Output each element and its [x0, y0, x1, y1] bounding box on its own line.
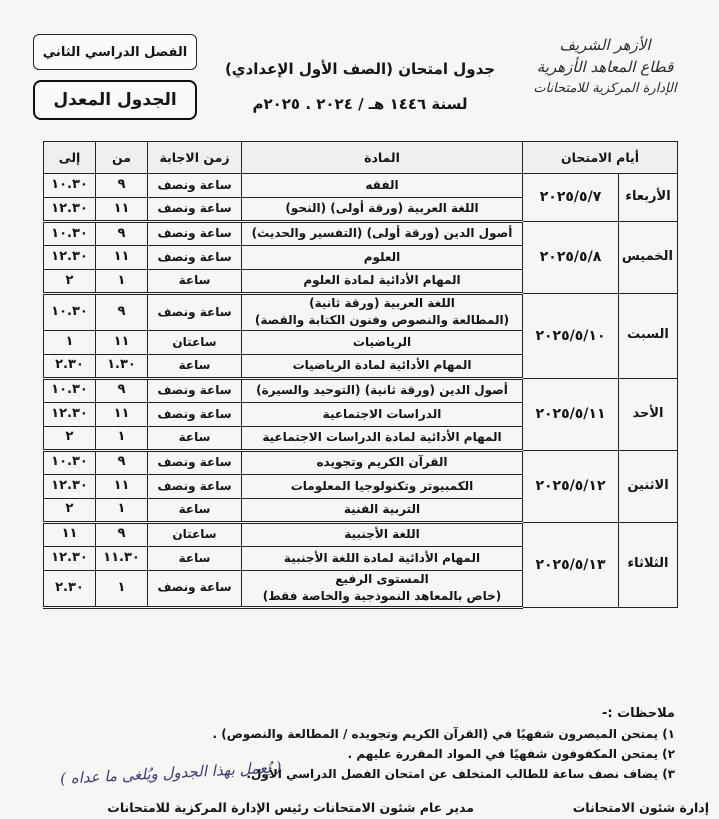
to-cell: ٢ [44, 426, 96, 450]
subject-line-1: اللغة العربية (ورقة ثانية) [309, 296, 455, 310]
from-cell: ١ [96, 498, 148, 522]
to-cell: ١١ [44, 522, 96, 546]
from-cell: ١١.٣٠ [96, 546, 148, 570]
revised-schedule-label: الجدول المعدل [33, 80, 197, 120]
logo-line-1: الأزهر الشريف [559, 36, 651, 54]
to-cell: ٢.٣٠ [44, 570, 96, 607]
table-row [44, 378, 678, 402]
note-item: ٣) يضاف نصف ساعة للطالب المتخلف عن امتحان الفصل الدراسي الأول. [246, 767, 675, 781]
duration-cell: ساعتان [148, 330, 242, 354]
subject-cell: القرآن الكريم وتجويده [242, 450, 523, 474]
duration-cell: ساعة ونصف [148, 402, 242, 426]
subject-cell: المهام الأدائية لمادة الدراسات الاجتماعية [242, 426, 523, 450]
subject-line-2: (خاص بالمعاهد النموذجية والخاصة فقط) [262, 589, 502, 604]
to-cell: ١٠.٣٠ [44, 174, 96, 198]
duration-cell: ساعة ونصف [148, 570, 242, 607]
duration-cell: ساعة ونصف [148, 246, 242, 270]
header-days: أيام الامتحان [523, 142, 678, 174]
day-cell: الخميس [619, 222, 678, 294]
from-cell: ٩ [96, 450, 148, 474]
to-cell: ١ [44, 330, 96, 354]
day-cell: الثلاثاء [619, 522, 678, 607]
from-cell: ١ [96, 570, 148, 607]
duration-cell: ساعة [148, 426, 242, 450]
duration-cell: ساعة [148, 270, 242, 294]
table-row [44, 522, 678, 546]
duration-cell: ساعة ونصف [148, 198, 242, 222]
subject-line-2: (المطالعة والنصوص وفنون الكتابة والقصة) [254, 313, 510, 328]
from-cell: ٩ [96, 522, 148, 546]
subject-cell: المهام الأدائية لمادة العلوم [242, 270, 523, 294]
date-cell: ٢٠٢٥/٥/١٣ [523, 522, 619, 607]
to-cell: ٢ [44, 270, 96, 294]
subject-cell: أصول الدين (ورقة أولى) (التفسير والحديث) [242, 222, 523, 246]
to-cell: ١٠.٣٠ [44, 294, 96, 331]
to-cell: ١٠.٣٠ [44, 222, 96, 246]
from-cell: ١١ [96, 402, 148, 426]
signature-exam-affairs-dept: إدارة شئون الامتحانات [572, 800, 709, 815]
notes-title: ملاحظات :- [601, 706, 675, 721]
duration-cell: ساعة ونصف [148, 378, 242, 402]
logo-line-2: قطاع المعاهد الأزهرية [536, 58, 674, 76]
day-cell: الأربعاء [619, 174, 678, 222]
table-row [44, 450, 678, 474]
subject-line-1: المستوى الرفيع [335, 571, 429, 586]
to-cell: ٢ [44, 498, 96, 522]
duration-cell: ساعة ونصف [148, 474, 242, 498]
table-row [44, 294, 678, 331]
duration-cell: ساعة ونصف [148, 174, 242, 198]
from-cell: ١ [96, 270, 148, 294]
duration-cell: ساعة ونصف [148, 294, 242, 331]
subject-cell: الدراسات الاجتماعية [242, 402, 523, 426]
page-title: جدول امتحان (الصف الأول الإعدادي) [224, 60, 496, 78]
to-cell: ٢.٣٠ [44, 354, 96, 378]
semester-label: الفصل الدراسي الثاني [33, 34, 197, 70]
header-from: من [96, 142, 148, 174]
subject-cell: العلوم [242, 246, 523, 270]
duration-cell: ساعة ونصف [148, 450, 242, 474]
subject-cell: المهام الأدائية لمادة الرياضيات [242, 354, 523, 378]
duration-cell: ساعة ونصف [148, 222, 242, 246]
day-cell: السبت [619, 294, 678, 379]
to-cell: ١٢.٣٠ [44, 198, 96, 222]
to-cell: ١٢.٣٠ [44, 546, 96, 570]
from-cell: ١ [96, 426, 148, 450]
header-to: إلى [44, 142, 96, 174]
subject-cell: التربية الفنية [242, 498, 523, 522]
note-item: ١) يمتحن المبصرون شفهيًا في (القرآن الكريم وتجويده / المطالعة والنصوص) . [212, 727, 675, 741]
subject-cell: أصول الدين (ورقة ثانية) (التوحيد والسيرة) [242, 378, 523, 402]
date-cell: ٢٠٢٥/٥/١٠ [523, 294, 619, 379]
from-cell: ٩ [96, 174, 148, 198]
handwritten-note: ( يُعمل بهذا الجدول ويُلغى ما عداه ) [59, 758, 282, 788]
to-cell: ١٠.٣٠ [44, 378, 96, 402]
from-cell: ٩ [96, 378, 148, 402]
subject-cell: اللغة الأجنبية [242, 522, 523, 546]
duration-cell: ساعة [148, 498, 242, 522]
header-duration: زمن الاجابة [148, 142, 242, 174]
exam-table [43, 141, 678, 609]
from-cell: ٩ [96, 294, 148, 331]
duration-cell: ساعة [148, 546, 242, 570]
subject-cell: الرياضيات [242, 330, 523, 354]
page-subtitle: لسنة ١٤٤٦ هـ / ٢٠٢٤ . ٢٠٢٥م [252, 95, 468, 113]
subject-cell [242, 570, 523, 607]
header-subject: المادة [242, 142, 523, 174]
table-row [44, 222, 678, 246]
to-cell: ١٠.٣٠ [44, 450, 96, 474]
date-cell: ٢٠٢٥/٥/٨ [523, 222, 619, 294]
from-cell: ٩ [96, 222, 148, 246]
subject-cell [242, 294, 523, 331]
note-item: ٢) يمتحن المكفوفون شفهيًا في المواد المقررة عليهم . [347, 747, 675, 761]
to-cell: ١٢.٣٠ [44, 402, 96, 426]
duration-cell: ساعة [148, 354, 242, 378]
table-header-row [44, 142, 678, 174]
from-cell: ١.٣٠ [96, 354, 148, 378]
from-cell: ١١ [96, 474, 148, 498]
table-row [44, 174, 678, 198]
duration-cell: ساعتان [148, 522, 242, 546]
to-cell: ١٢.٣٠ [44, 246, 96, 270]
date-cell: ٢٠٢٥/٥/١١ [523, 378, 619, 450]
from-cell: ١١ [96, 198, 148, 222]
to-cell: ١٢.٣٠ [44, 474, 96, 498]
from-cell: ١١ [96, 330, 148, 354]
signature-general-manager: مدير عام شئون الامتحانات [313, 800, 474, 815]
subject-cell: اللغة العربية (ورقة أولى) (النحو) [242, 198, 523, 222]
subject-cell: الكمبيوتر وتكنولوجيا المعلومات [242, 474, 523, 498]
from-cell: ١١ [96, 246, 148, 270]
logo-line-3: الإدارة المركزية للامتحانات [533, 81, 677, 96]
date-cell: ٢٠٢٥/٥/١٢ [523, 450, 619, 522]
subject-cell: الفقه [242, 174, 523, 198]
day-cell: الاثنين [619, 450, 678, 522]
day-cell: الأحد [619, 378, 678, 450]
date-cell: ٢٠٢٥/٥/٧ [523, 174, 619, 222]
azhar-logo [505, 34, 705, 112]
signature-central-admin-head: رئيس الإدارة المركزية للامتحانات [107, 800, 309, 815]
subject-cell: المهام الأدائية لمادة اللغة الأجنبية [242, 546, 523, 570]
